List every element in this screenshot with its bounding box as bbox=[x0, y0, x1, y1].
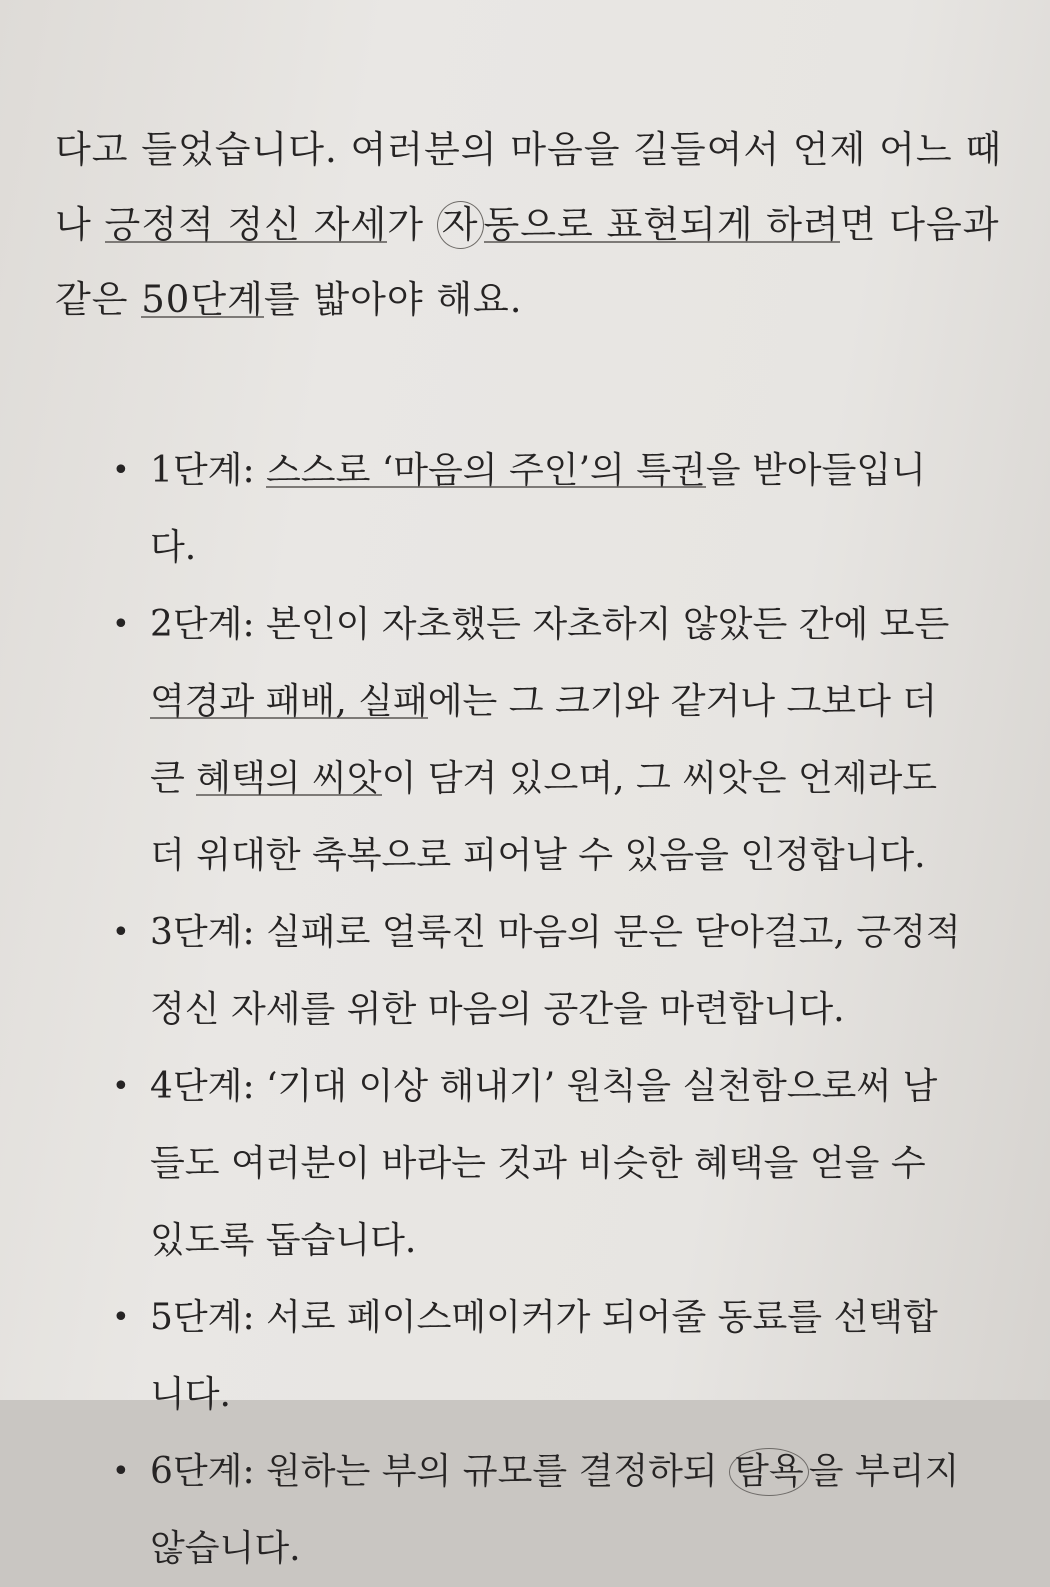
list-item-step-6 bbox=[0, 1433, 970, 1587]
step-2-label: 2단계: 본인이 자초했든 자초하지 않았든 간에 모든 bbox=[150, 604, 950, 645]
step-5-text: 5단계: 서로 페이스메이커가 되어줄 동료를 선택합니다. bbox=[150, 1297, 938, 1415]
intro-line-3-start: 같은 bbox=[55, 278, 142, 321]
bullet-icon: • bbox=[112, 607, 130, 642]
step-2-text bbox=[150, 586, 970, 894]
step-1-text bbox=[150, 432, 970, 586]
bullet-icon: • bbox=[112, 915, 130, 950]
bullet-icon: • bbox=[112, 1454, 130, 1489]
underline-positive-mental-attitude: 긍정적 정신 자세 bbox=[104, 203, 388, 246]
underline-50-steps: 50단계 bbox=[141, 278, 264, 321]
step-2-rest: 이 담겨 있으며, 그 씨앗은 언제라도 더 위대한 축복으로 피어날 수 있음을 인정합니다. bbox=[150, 758, 938, 876]
underline-master-of-mind: 스스로 ‘마음의 주인’의 특권 bbox=[266, 450, 706, 491]
step-4-text: 4단계: ‘기대 이상 해내기’ 원칙을 실천함으로써 남들도 여러분이 바라는 것과 비슷한 혜택을 얻을 수 있도록 돕습니다. bbox=[150, 1066, 938, 1261]
list-item-step-3 bbox=[0, 894, 970, 1048]
intro-paragraph bbox=[55, 112, 1003, 337]
intro-line-3 bbox=[55, 262, 985, 337]
intro-line-3-end: 를 밟아야 해요. bbox=[263, 278, 523, 321]
underline-automatic-expression: 동으로 표현되게 하려 bbox=[483, 203, 840, 246]
circled-greed: 탐욕 bbox=[729, 1448, 809, 1496]
steps-list bbox=[0, 432, 1050, 1587]
intro-line-2-start: 나 bbox=[55, 203, 105, 246]
bullet-icon: • bbox=[112, 1069, 130, 1104]
underline-seed-of-benefit: 혜택의 씨앗 bbox=[196, 758, 382, 799]
intro-line-2-mid: 가 bbox=[387, 203, 437, 246]
list-item-step-4 bbox=[0, 1048, 970, 1279]
circled-char: 자 bbox=[437, 201, 484, 249]
intro-line-1: 다고 들었습니다. 여러분의 마음을 길들여서 언제 어느 때 bbox=[55, 128, 1003, 171]
step-2-mid: 에는 그 크기와 같거나 그보다 더 큰 bbox=[150, 681, 938, 799]
list-item-step-1 bbox=[0, 432, 970, 586]
step-6-label: 6단계: 원하는 부의 규모를 결정하되 bbox=[150, 1451, 730, 1492]
step-3-text: 3단계: 실패로 얼룩진 마음의 문은 닫아걸고, 긍정적 정신 자세를 위한 마음의 공간을 마련합니다. bbox=[150, 912, 961, 1030]
intro-line-2-end: 면 다음과 bbox=[839, 203, 1000, 246]
underline-adversity: 역경과 패배, 실패 bbox=[150, 681, 428, 722]
step-1-label: 1단계: bbox=[150, 450, 267, 491]
bullet-icon: • bbox=[112, 453, 130, 488]
list-item-step-5 bbox=[0, 1279, 970, 1433]
intro-line-2 bbox=[55, 187, 1000, 262]
bullet-icon: • bbox=[112, 1300, 130, 1335]
step-6-rest: 을 부리지 않습니다. bbox=[150, 1451, 960, 1569]
step-6-text bbox=[150, 1433, 970, 1587]
step-1-rest: 을 받아들입니다. bbox=[150, 450, 926, 568]
list-item-step-2 bbox=[0, 586, 970, 894]
